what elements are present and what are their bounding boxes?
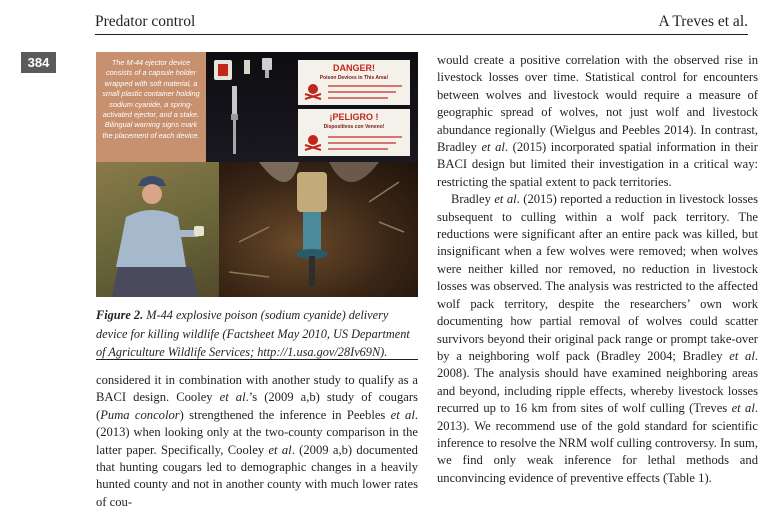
body-paragraph: [437, 52, 758, 191]
italic-run: et al: [481, 140, 505, 155]
body-paragraph: [437, 191, 758, 487]
text-run: .’s (2009 a,b) study of cougars (: [96, 390, 418, 422]
text-run: considered it in combination with another study to qualify as a BACI design. Cooley: [96, 373, 418, 405]
italic-run: et al: [494, 192, 517, 207]
text-run: . 2013). We recommend use of the gold standard for scientific inference to resolve the NRM wolf culling controversy. In sum, we find only weak inference for lethal methods and unconvincing evidence of preventive effects (Table 1).: [437, 401, 758, 485]
text-run: . 2008). The analysis should have examined neighboring areas and beyond, including ripple effects, whereby livestock losses recurred up to 16 km from sites of wolf culling (Treves: [437, 348, 758, 416]
figure-caption: [96, 306, 418, 362]
photo-field-worker: [96, 162, 219, 297]
warning-sign-peligro: [298, 109, 410, 156]
figure-caption-text: M-44 explosive poison (sodium cyanide) delivery device for killing wildlife (Factsheet May 2010, US Department of Agriculture Wildlife Services; http://1.usa.gov/28Iv69N).: [96, 308, 410, 359]
text-run: Bradley: [451, 192, 495, 207]
italic-run: et al: [219, 390, 246, 405]
text-run: ) strengthened the inference in Peebles: [179, 407, 391, 422]
text-run: . (2015) reported a reduction in livestock losses subsequent to culling within a wolf pack territory. The reductions were significant after an entire pack was killed, but insignificant when a few wolves were removed; when wolves were neither killed nor removed, no reduction in livestock losses was observed. The analysis was restricted to the affected wolf pack territory, despite the researchers’ own work documenting how partial removal of wolves could scatter survivors beyond their original pack range or prompt take-over by a neighboring wolf pack (Bradley 2004; Bradley: [437, 192, 758, 363]
running-header-authors: A Treves et al.: [658, 13, 748, 30]
sign-peligro-title: ¡PELIGRO !: [329, 112, 379, 122]
sign-danger-subtitle: Poison Devices in This Area!: [319, 75, 389, 81]
m44-device-parts-illustration: [206, 52, 296, 162]
photo-device-and-signs: [206, 52, 418, 162]
running-header-title: Predator control: [95, 13, 196, 30]
figure-inset-caption: The M-44 ejector device consists of a capsule holder wrapped with soft material, a small plastic container holding sodium cyanide, a spring-activated ejector, and a stake. Bilingual warning signs mark the placement of each device.: [96, 52, 206, 162]
italic-run: et al: [390, 407, 415, 422]
sign-peligro-subtitle: Dispositivos con Veneno!: [323, 124, 385, 130]
warning-sign-danger: [298, 60, 410, 105]
skull-crossbones-icon: [303, 82, 323, 100]
text-run: . (2015) incorporated spatial information in their BACI design but limited their investigation in a critical way: restricting the spatial extent to pack territories.: [437, 140, 758, 189]
photo-device-in-ground: [219, 162, 418, 297]
body-paragraph: [96, 372, 418, 511]
italic-run: et al: [729, 348, 755, 363]
worker-silhouette: [96, 162, 219, 297]
sign-danger-title: DANGER!: [333, 63, 375, 73]
figure-2-image: [96, 52, 418, 297]
text-run: would create a positive correlation with the observed rise in livestock losses over time. Statistical control for encounters between wolves and livestock would require a measure of geographic spread of wolves, not just wolf and livestock abundance regionally (Wielgus and Peebles 2014). In contrast, Bradley: [437, 53, 758, 155]
right-column-text: [437, 52, 758, 487]
italic-run: et al: [268, 442, 292, 457]
italic-run: et al: [731, 401, 755, 416]
figure-label: Figure 2.: [96, 308, 144, 322]
device-closeup: [219, 162, 418, 297]
header-rule: [95, 34, 748, 35]
skull-crossbones-icon: [303, 133, 323, 151]
text-run: . (2013) when looking only at the two-county comparison in the latter paper. Specifically, Cooley: [96, 407, 418, 457]
left-column-text: [96, 372, 418, 511]
page-number: 384: [21, 52, 56, 73]
caption-rule: [96, 359, 418, 360]
text-run: . (2009 a,b) documented that hunting cougars led to demographic changes in a heavily hunted county and not in another county with much lower rates of cou-: [96, 442, 418, 509]
italic-run: Puma concolor: [100, 407, 180, 422]
